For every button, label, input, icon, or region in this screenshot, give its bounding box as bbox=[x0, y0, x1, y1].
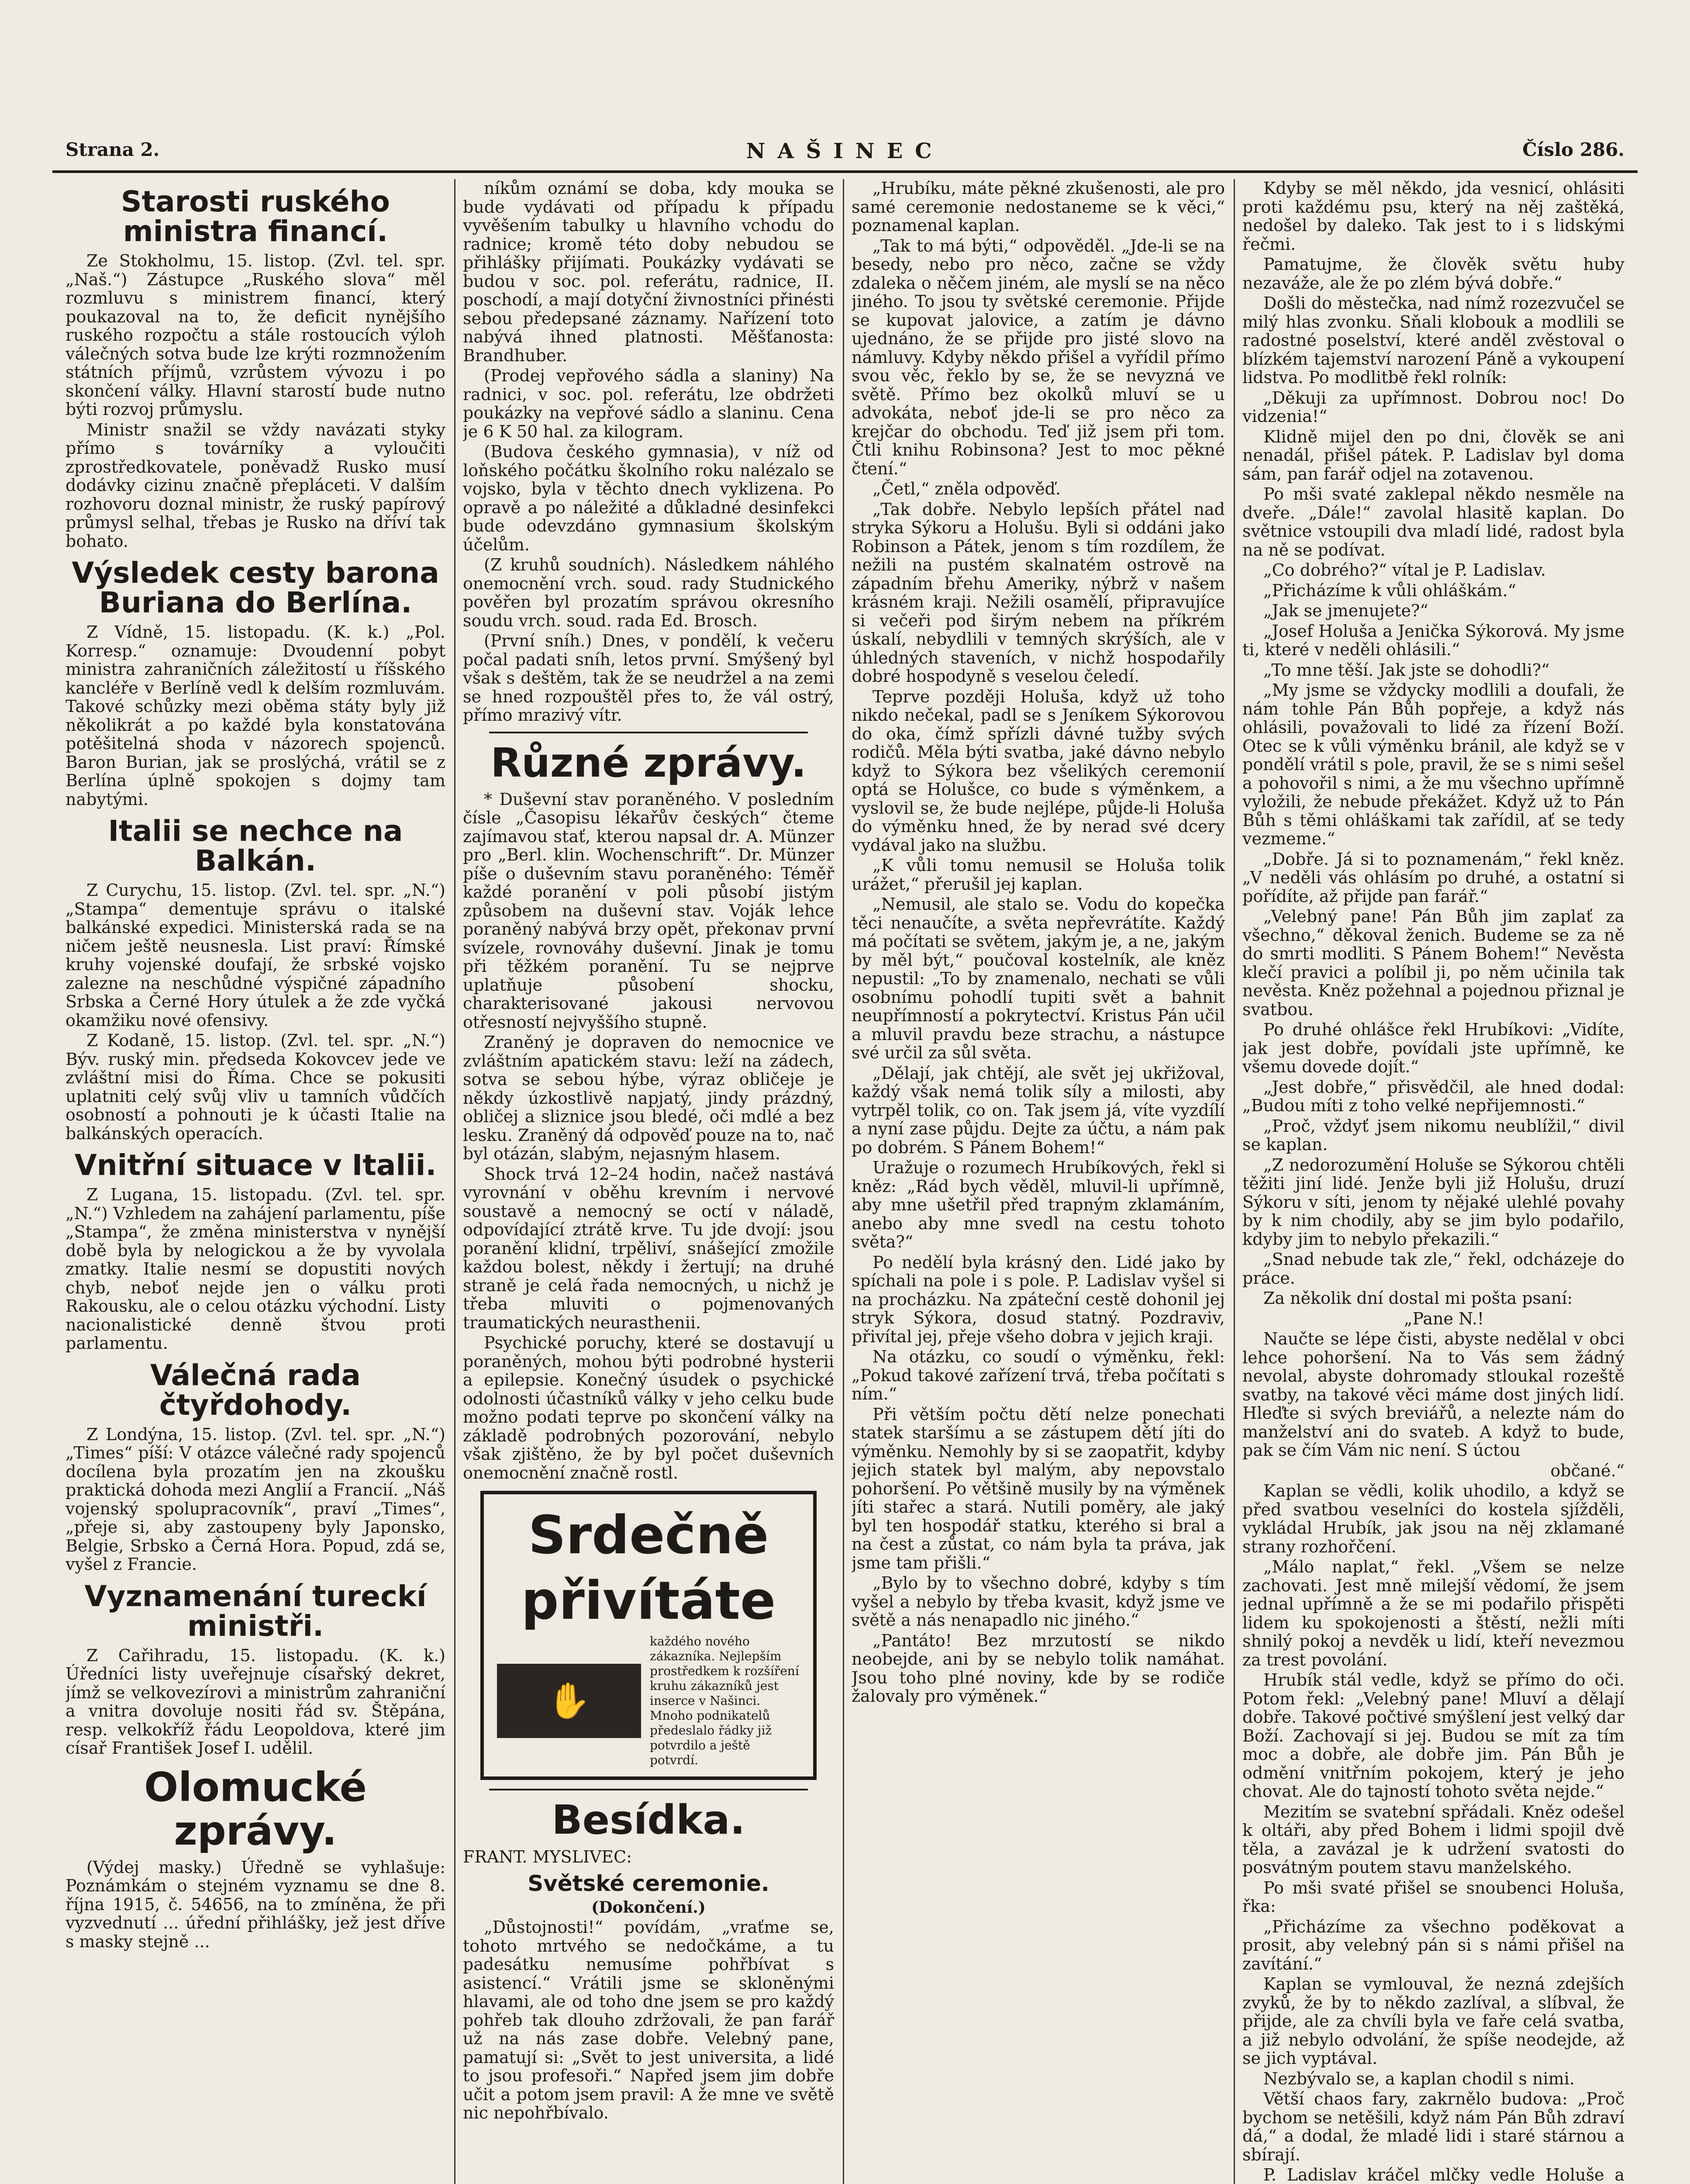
article-headline: Vyznamenání tureckí ministři. bbox=[84, 1579, 427, 1643]
article-paragraph: (První sníh.) Dnes, v pondělí, k večeru počal padati sníh, letos první. Smýšený byl však s deštěm, tak že se neudržel a na zemi se hned rozpouštěl přes to, že vál ostrý, přímo mrazivý vítr. bbox=[463, 631, 834, 725]
article-paragraph: Při větším počtu dětí nelze ponechati statek staršímu a se zástupem dětí jíti do výměnku. Nemohly by si se zaopatřit, kdyby jejich statek byl malým, aby nepovstalo pohoršení. Po většině musily by na výměnek jíti stařec a stará. Nutili poměry, ale jaký byl ten hospodář statku, kterého si bral a na čest a zůstat, co nám byla ta práva, jak jsme tam přišli.“ bbox=[852, 1404, 1225, 1572]
article-paragraph: Z Vídně, 15. listopadu. (K. k.) „Pol. Korresp.“ oznamuje: Dvoudenní pobyt ministra zahraničních záležitostí u říšského kancléře v Berlíně vedl k delším rozmluvám. Takové schůzky mezi oběma státy byly již několikrát a po každé byla konstatována potěšitelná shoda v názorech spojenců. Baron Burian, jak se proslýchá, vrátil se z Berlína úplně spokojen s dojmy tam nabytými. bbox=[66, 622, 445, 809]
article-headline: Válečná rada čtyřdohody. bbox=[150, 1358, 361, 1422]
letter-signature: občané.“ bbox=[1550, 1461, 1624, 1480]
article-paragraph: „Tak dobře. Nebylo lepších přátel nad stryka Sýkoru a Holušu. Byli si oddáni jako Robinson a Pátek, jenom s tím rozdílem, že nežili na pustém skalnatém ostrově na západním břehu Ameriky, nýbrž v našem krásném kraji. Nežili osamělí, připravujíce si večeři pod širým nebem na příkrém úskalí, nebydlili v temných skrýších, ale v úhledných staveních, v nichž hospodařily dobré hospodyně s veselou čeledí. bbox=[852, 499, 1225, 686]
article-paragraph: Po mši svaté přišel se snoubenci Holuša, řka: bbox=[1242, 1878, 1624, 1916]
article-paragraph: * Duševní stav poraněného. V posledním čísle „Časopisu lékařův českých“ čteme zajímavou stať, kterou napsal dr. A. Münzer pro „Berl. klin. Wochenschrift“. Dr. Münzer píše o duševním stavu poraněného: Téměř každé poranění v poli působí jistým způsobem na duševní stav. Voják lehce poraněný nabývá brzy opět, překonav první svízele, rovnováhy duševní. Jinak je tomu při těžkém poranění. Tu se nejprve uplatňuje působení shocku, charakterisované jakousi nervovou otřesností nejvyššího stupně. bbox=[463, 789, 834, 1032]
advertisement bbox=[480, 1491, 817, 1780]
article-paragraph: Kaplan se vědli, kolik uhodilo, a když se před svatbou veselníci do kostela sjížděli, vykládal Hrubík, jak jsou na něj zklamané strany rozhořčení. bbox=[1242, 1481, 1624, 1556]
article-paragraph: Mezitím se svatební spřádali. Kněz odešel k oltáři, aby před Bohem i lidmi spojil dvě těla, a zavázal je k udržení svatosti do posvátným poutem stavu manželského. bbox=[1242, 1802, 1624, 1877]
article-paragraph: „Dělají, jak chtějí, ale svět jej ukřižoval, každý však nemá tolik síly a milosti, aby vytrpěl tolik, co on. Tak jsem já, víte vyzdílí a nyní zase půjdu. Dejte za účtu, a nám pak po dobrém. S Pánem Bohem!“ bbox=[852, 1063, 1225, 1157]
page-header bbox=[52, 135, 1638, 173]
article-paragraph: „Málo naplat,“ řekl. „Všem se nelze zachovati. Jest mně milejší vědomí, že jsem jednal upřímně a že se mi podařilo přispěti lidem ku spokojenosti a štěstí, nežli míti shnilý pokoj a nevděk u lidí, kteří nevezmou za trest povolání. bbox=[1242, 1557, 1624, 1669]
article-paragraph: Po mši svaté zaklepal někdo nesměle na dveře. „Dále!“ zavolal hlasitě kaplan. Do světnice vstoupili dva mladí lidé, radost byla na ně se podívat. bbox=[1242, 484, 1624, 560]
article-paragraph: „Snad nebude tak zle,“ řekl, odcházeje do práce. bbox=[1242, 1250, 1624, 1288]
article-paragraph: „To mne těší. Jak jste se dohodli?“ bbox=[1263, 660, 1550, 680]
article-paragraph: „Josef Holuša a Jenička Sýkorová. My jsme ti, které v neděli ohlásili.“ bbox=[1242, 621, 1624, 659]
article-paragraph: „Co dobrého?“ vítal je P. Ladislav. bbox=[1263, 560, 1546, 580]
column-4 bbox=[1242, 179, 1624, 2184]
column-divider bbox=[454, 179, 455, 2184]
column-1 bbox=[66, 179, 445, 2184]
article-paragraph: Z Lugana, 15. listopadu. (Zvl. tel. spr. „N.“) Vzhledem na zahájení parlamentu, píše „Stampa“, že změna ministerstva v nynější době byla by nelogickou a že by vyvolala zmatky. Italie nesmí se dopustiti nových chyb, neboť nejde jen o válku proti Rakousku, ale o celou otázku východní. Listy nacionalistické denně štvou proti parlamentu. bbox=[66, 1185, 445, 1353]
ad-text: každého nového zákazníka. Nejlepším prostředkem k rozšíření kruhu zákazníků jest inserce v Našinci. Mnoho podnikatelů předeslalo řádky již potvrdilo a ještě potvrdí. bbox=[650, 1634, 799, 1767]
article-headline: Italii se nechce na Balkán. bbox=[108, 814, 403, 878]
article-paragraph: Klidně mijel den po dni, člověk se ani nenadál, přišel pátek. P. Ladislav byl doma sám, pan farář odjel na zotavenou. bbox=[1242, 427, 1624, 484]
article-paragraph: „Nemusil, ale stalo se. Vodu do kopečka těci nenaučíte, a světa nepřevrátíte. Každý má počítati se světem, jakým je, a ne, jakým by měl být,“ poučoval kostelník, ale kněz nepustil: „To by znamenalo, nechati se vůli osobnímu pohodlí tupiti svět a bahnit neupřímností a pokrytectví. Kristus Pán učil a mluvil pravdu beze strachu, a nástupce své určil za sůl světa. bbox=[852, 895, 1225, 1062]
article-paragraph: „Četl,“ zněla odpověď. bbox=[873, 479, 1061, 498]
article-paragraph: „Jak se jmenujete?“ bbox=[1263, 601, 1428, 620]
article-paragraph: P. Ladislav kráčel mlčky vedle Holuše a bbox=[1263, 2165, 1624, 2184]
ad-title: Srdečně přivítáte bbox=[521, 1505, 776, 1631]
article-paragraph: Z Kodaně, 15. listop. (Zvl. tel. spr. „N.“) Býv. ruský min. předseda Kokovcev jede ve zvláštní misi do Říma. Chce se pokusiti uplatniti celý svůj vliv u tamních vůdčích osobností a pohnouti je k účasti Italie na balkánských operacích. bbox=[66, 1031, 445, 1143]
section-headline: Různé zprávy. bbox=[490, 739, 807, 786]
article-paragraph: Kaplan se vymlouval, že nezná zdejších zvyků, že by to někdo zazlíval, a slíbval, že přijde, ale za chvíli byla ve faře celá svatba, a již nebylo odvolání, že spíše neodejde, až se jich vyptával. bbox=[1242, 1974, 1624, 2068]
handshake-icon: ✋ bbox=[497, 1664, 641, 1738]
article-headline: Vnitřní situace v Italii. bbox=[74, 1148, 437, 1182]
article-paragraph: „Tak to má býti,“ odpověděl. „Jde-li se na besedy, nebo pro něco, začne se vždy zdaleka o něčem jiném, ale myslí se na něco jiného. To jsou ty světské ceremonie. Přijde se kupovat jalovice, a zatím je dávno ujednáno, že se přijde pro jisté slovo na námluvy. Kdyby někdo přišel a vyřídil přímo svou věc, řeklo by se, že se nevyzná ve světě. Přímo bez okolků mluví se u advokáta, neboť jde-li se pro něco za krejčar do obchodu. Teď již jsem při tom. Čtli knihu Robinsona? Jest to moc pěkné čtení.“ bbox=[852, 236, 1225, 478]
article-paragraph: Po nedělí byla krásný den. Lidé jako by spíchali na pole i s pole. P. Ladislav vyšel si na procházku. Na zpáteční cestě dohonil jej stryk Sýkora, dosud statný. Pozdraviv, přivítal jej, přeje všeho dobra v jejich kraji. bbox=[852, 1252, 1225, 1346]
article-paragraph: Za několik dní dostal mi pošta psaní: bbox=[1263, 1289, 1573, 1308]
section-divider bbox=[489, 1789, 808, 1790]
article-paragraph: (Výdej masky.) Úředně se vyhlašuje: Poznámkám o stejném vyznamu se dne 8. října 1915, č. 54656, na to zmíněna, že při vyzvednutí ... úřední přihlášky, jež jest dříve s masky stejně ... bbox=[66, 1857, 445, 1951]
newspaper-title: NAŠINEC bbox=[746, 139, 944, 163]
article-paragraph: „Pantáto! Bez mrzutostí se nikdo neobejde, ani by se nebylo tolik namáhat. Jsou toho plné noviny, kde by se rodiče žalovaly pro výměnek.“ bbox=[852, 1631, 1225, 1706]
article-paragraph: Z Londýna, 15. listop. (Zvl. tel. spr. „N.“) „Times“ píší: V otázce válečné rady spojenců docílena byla prozatím jen na zkoušku praktická dohoda mezi Anglií a Francií. „Náš vojenský spolupracovník“, praví „Times“, „přeje si, aby zastoupeny byly Japonsko, Belgie, Srbsko a Černá Hora. Popud, zdá se, vyšel z Francie. bbox=[66, 1424, 445, 1574]
article-paragraph: „Velebný pane! Pán Bůh jim zaplať za všechno,“ děkoval ženich. Budeme se za ně do smrti modliti. S Pánem Bohem!“ Nevěsta klečí pravici a políbil ji, po něm učinila tak nevěsta. Kněz požehnal a pojednou přiznal je svatbou. bbox=[1242, 907, 1624, 1019]
author-line: FRANT. MYSLIVEC: bbox=[463, 1847, 632, 1866]
article-paragraph: „Proč, vždyť jsem nikomu neublížil,“ divil se kaplan. bbox=[1242, 1116, 1624, 1154]
column-2 bbox=[463, 179, 834, 2184]
article-headline: Výsledek cesty barona Buriana do Berlína. bbox=[72, 556, 439, 619]
column-divider bbox=[843, 179, 844, 2184]
article-headline: Starosti ruského ministra financí. bbox=[121, 185, 390, 248]
article-paragraph: Došli do městečka, nad nímž rozezvučel se milý hlas zvonku. Sňali klobouk a modlili se radostné poselství, které anděl zvěstoval o blízkém tajemství narození Páně a vykoupení lidstva. Po modlitbě řekl rolník: bbox=[1242, 294, 1624, 387]
article-paragraph: „Přicházíme k vůli ohláškám.“ bbox=[1263, 581, 1517, 600]
article-paragraph: „My jsme se vždycky modlili a doufali, že nám tohle Pán Bůh popřeje, a když nás ohlásili, považovali to lidé za řízení Boží. Otec se k vůli výměnku bránil, ale když se v pondělí vrátil s pole, pravil, že se s nimi sešel a pohovořil s nimi, a že mu všechno upřímně vyložili, že nebude překážet. Když už to Pán Bůh s těmi ohláškami tak zařídil, ať se tedy vezmeme.“ bbox=[1242, 681, 1624, 848]
article-paragraph: „Bylo by to všechno dobré, kdyby s tím vyšel a nebylo by třeba kvasit, když jsme ve světě a nás nenapadlo nic jiného.“ bbox=[852, 1573, 1225, 1630]
section-headline: Olomucké zprávy. bbox=[144, 1763, 367, 1854]
article-paragraph: Po druhé ohlášce řekl Hrubíkovi: „Vidíte, jak jest dobře, povídali jste upřímně, ke všemu dovede dojít.“ bbox=[1242, 1020, 1624, 1076]
article-paragraph: Větší chaos fary, zakrnělo budova: „Proč bychom se netěšili, když nám Pán Bůh zdraví dá,“ a dodal, že mladé lidi i staré stárnou a sbírají. bbox=[1242, 2089, 1624, 2164]
story-title: Světské ceremonie. bbox=[528, 1871, 769, 1896]
article-paragraph: „Hrubíku, máte pěkné zkušenosti, ale pro samé ceremonie nedostaneme se k věci,“ poznamenal kaplan. bbox=[852, 179, 1225, 235]
article-paragraph: (Budova českého gymnasia), v níž od loňského počátku školního roku nalézalo se vojsko, byla v těchto dnech vyklizena. Po opravě a po náležité a důkladné desinfekci bude odevzdáno gymnasium školským účelům. bbox=[463, 442, 834, 554]
article-paragraph: „Jest dobře,“ přisvědčil, ale hned dodal: „Budou míti z toho velké nepřijemnosti.“ bbox=[1242, 1077, 1624, 1115]
article-paragraph: Na otázku, co soudí o výměnku, řekl: „Pokud takové zařízení trvá, třeba počítati s ním.“ bbox=[852, 1347, 1225, 1403]
story-continuation: (Dokončení.) bbox=[591, 1898, 706, 1917]
column-divider bbox=[1234, 179, 1235, 2184]
column-3 bbox=[852, 179, 1225, 2184]
article-paragraph: Kdyby se měl někdo, jda vesnicí, ohlásiti proti každému psu, který na něj zaštěká, nedošel by daleko. Tak jest to i s lidskými řečmi. bbox=[1242, 179, 1624, 254]
article-paragraph: „Dobře. Já si to poznamenám,“ řekl kněz. „V neděli vás ohlásím po druhé, a ostatní si pořídíte, až přijde pan farář.“ bbox=[1242, 849, 1624, 906]
article-paragraph: Zraněný je dopraven do nemocnice ve zvláštním apatickém stavu: leží na zádech, sotva se sebou hýbe, výraz obličeje je někdy úzkostlivě napjatý, jindy prázdný, obličej a sliznice jsou bledé, oči mdlé a bez lesku. Zraněný dá odpověď pouze na to, nač byl otázán, slabým, nejasným hlasem. bbox=[463, 1033, 834, 1163]
page-number: Strana 2. bbox=[66, 139, 160, 160]
article-paragraph: níkům oznámí se doba, kdy mouka se bude vydávati od případu k případu vyvěšením tabulky u hlavního vchodu do radnice; kromě této doby nebudou se přihlášky přijímati. Poukázky vydávati se budou v soc. pol. referátu, radnice, II. poschodí, a mají dotyční živnostníci přinésti sebou předepsané záznamy. Nařízení toto nabývá ihned platnosti. Měšťanosta: Brandhuber. bbox=[463, 179, 834, 365]
issue-number: Číslo 286. bbox=[1522, 139, 1624, 160]
article-paragraph: Nezbývalo se, a kaplan chodil s nimi. bbox=[1263, 2069, 1575, 2088]
section-headline: Besídka. bbox=[552, 1797, 745, 1843]
article-paragraph: Pamatujme, že člověk světu huby nezaváže, ale že po zlém bývá dobře.“ bbox=[1242, 255, 1624, 293]
article-paragraph: Teprve později Holuša, když už toho nikdo nečekal, padl se s Jeníkem Sýkorovou do oka, čímž spřízli dávné tužby svých rodičů. Měla býti svatba, jaké dávno nebylo když to Sýkora bez všelikých ceremonií optá se Holušce, co bude s výměnkem, a vyslovil se, že bude nejlépe, půjde-li Holuša do výměnku hned, že by nerad své dcery vydával jako na službu. bbox=[852, 687, 1225, 855]
article-paragraph: „Děkuji za upřímnost. Dobrou noc! Do vidzenia!“ bbox=[1242, 388, 1624, 426]
article-paragraph: „K vůli tomu nemusil se Holuša tolik urážet,“ přerušil jej kaplan. bbox=[852, 856, 1225, 894]
article-paragraph: „Z nedorozumění Holuše se Sýkorou chtěli těžiti jiní lidé. Jenže byli již Holušu, druzí Sýkoru v síti, jenom ty nějaké ulehlé povahy by k nim chodily, aby se jim bylo podařilo, kdyby jim to nebylo překazili.“ bbox=[1242, 1155, 1624, 1249]
article-paragraph: Psychické poruchy, které se dostavují u poraněných, mohou býti podrobné hysterii a epilepsie. Konečný úsudek o psychické odolnosti účastníků války v jeho celku bude možno podati teprve po skončení války na základě podrobných pozorování, nebylo však zjištěno, že by byl počet duševních onemocnění značně rostl. bbox=[463, 1333, 834, 1482]
article-paragraph: Naučte se lépe čisti, abyste nedělal v obci lehce pohoršení. Na to Vás sem žádný nevolal, abyste dohromady stloukal rozeště svatby, na takové věci máme dost jiných lidí. Hleďte si svých breviářů, a nelezte nám do manželství ani do svateb. A když to bude, pak se čím Vám nic není. S úctou bbox=[1242, 1329, 1624, 1460]
article-paragraph: (Prodej vepřového sádla a slaniny) Na radnici, v soc. pol. referátu, lze obdržeti poukázky na vepřové sádlo a slaninu. Cena je 6 K 50 hal. za kilogram. bbox=[463, 366, 834, 441]
article-paragraph: „Přicházíme za všechno poděkovat a prosit, aby velebný pán si s námi přišel na zavítání.“ bbox=[1242, 1917, 1624, 1973]
section-divider bbox=[489, 732, 808, 733]
article-paragraph: Z Curychu, 15. listop. (Zvl. tel. spr. „N.“) „Stampa“ dementuje správu o italské balkánské expedici. Ministerská rada se na ničem ještě neusnesla. List praví: Římské kruhy vojenské doufají, že srbské vojsko zalezne na neschůdné výspičné západního Srbska a Černé Hory útulek a že zde vyčká okamžiku nové ofensivy. bbox=[66, 881, 445, 1030]
article-paragraph: Ze Stokholmu, 15. listop. (Zvl. tel. spr. „Naš.“) Zástupce „Ruského slova“ měl rozmluvu s ministrem financí, který poukazoval na to, že deficit nynějšího ruského rozpočtu a stále rostoucích výloh válečných sotva bude lze krýti rozmnožením státních příjmů, vzrůstem vývozu i po skončení války. Hlavní starostí bude nutno býti rozvoj průmyslu. bbox=[66, 251, 445, 419]
article-paragraph: „Důstojnosti!“ povídám, „vraťme se, tohoto mrtvého se nedočkáme, a tu padesátku nemusíme pohřbívat s asistencí.“ Vrátili jsme se skloněnými hlavami, ale od toho dne jsem se pro každý pohřeb tak dlouho zdržovali, že pan farář už na nás zase dobře. Velebný pane, pamatují si: „Svět to jest universita, a lidé to jsou profesoři.“ Napřed jsem jim dobře učit a potom jsem pravil: A že mne ve světě nic nepohřbívalo. bbox=[463, 1918, 834, 2122]
article-paragraph: Shock trvá 12–24 hodin, načež nastává vyrovnání v oběhu krevním i nervové soustavě a nemocný se octí v náladě, odpovídající ztrátě krve. Tu jde dvojí: jsou poranění klidní, trpěliví, snášející zmožile každou bolest, někdy i žertují; na druhé straně je celá řada nemocných, u nichž je třeba mluviti o pojmenovaných traumatických neurasthenii. bbox=[463, 1164, 834, 1332]
article-paragraph: Ministr snažil se vždy navázati styky přímo s továrníky a vyloučiti zprostředkovatele, poněvadž Rusko musí dodávky cizinu značně přepláceti. V dalším rozhovoru doznal ministr, že ruský papírový průmysl selhal, třebas je Rusko na dříví tak bohato. bbox=[66, 420, 445, 551]
letter-salutation: „Pane N.! bbox=[1404, 1309, 1484, 1328]
article-paragraph: Hrubík stál vedle, když se přímo do oči. Potom řekl: „Velebný pane! Mluví a dělají dobře. Takové počtivé smýšlení jest velký dar Boží. Zachovají si jej. Budou se mít za tím moc a dobře, ale dobře jim. Pán Bůh je odmění vnitřním pokojem, který je jeho chovat. Ale do tajností tohoto světa nejde.“ bbox=[1242, 1670, 1624, 1801]
article-paragraph: (Z kruhů soudních). Následkem náhlého onemocnění vrch. soud. rady Studnického pověřen byl prozatím správou okresního soudu vrch. soud. rada Ed. Brosch. bbox=[463, 555, 834, 630]
article-paragraph: Z Cařihradu, 15. listopadu. (K. k.) Úředníci listy uveřejnuje císařský dekret, jímž se velkovezírovi a ministrům zahraniční a vnitra dovoluje nositi řád sv. Štěpána, resp. velkokříž řádu Leopoldova, které jim císař František Josef I. udělil. bbox=[66, 1645, 445, 1758]
article-paragraph: Uražuje o rozumech Hrubíkových, řekl si kněz: „Rád bych věděl, mluvil-li upřímně, aby mne ušetřil před trapným zklamáním, anebo aby mne svedl na cestu tohoto světa?“ bbox=[852, 1158, 1225, 1251]
